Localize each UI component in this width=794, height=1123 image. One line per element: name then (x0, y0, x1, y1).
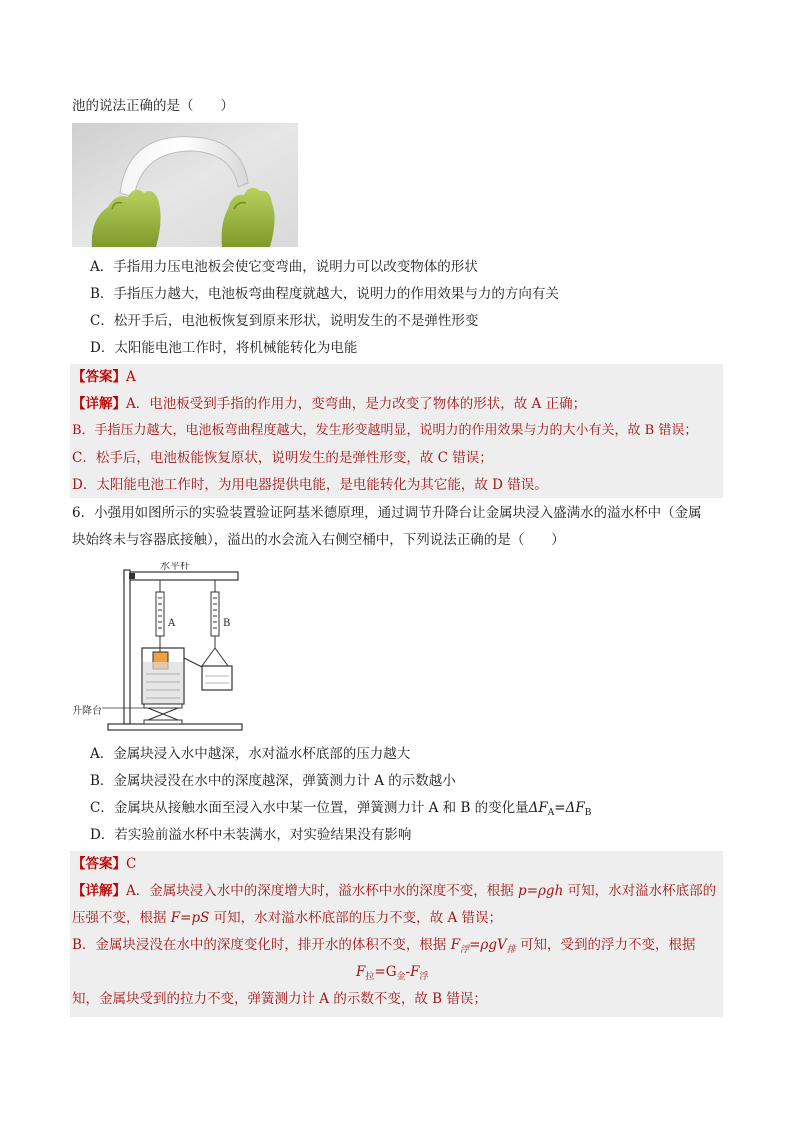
q6-detail-1b: 可知，水对溢水杯底部的 (567, 883, 717, 899)
q6-stem-line-1: 6．小强用如图所示的实验装置验证阿基米德原理，通过调节升降台让金属块浸入盛满水的溢水杯中（金属 (72, 505, 702, 521)
base-plate (108, 724, 242, 730)
q5-option-c: C．松开手后，电池板恢复到原来形状，说明发生的不是弹性形变 (90, 313, 479, 329)
bucket-handle (202, 648, 228, 666)
q6-detail-3b: 可知，受到的浮力不变，根据 (520, 937, 696, 953)
q5-detail-tag: 【详解】 (72, 396, 126, 412)
bar-label: 水平杆 (160, 562, 190, 572)
empty-bucket (202, 666, 232, 690)
q6-formula-buoyancy: $F_浮=\rho gV_排$ (450, 937, 516, 955)
q6-stem-line-2: 块始终未与容器底接触），溢出的水会流入右侧空桶中，下列说法正确的是（ ） (72, 532, 565, 548)
lift-platform-base (144, 720, 182, 724)
q6-option-d: D．若实验前溢水杯中未装满水，对实验结果没有影响 (90, 827, 412, 843)
q5-detail-text-1: A．电池板受到手指的作用力，变弯曲，是力改变了物体的形状，故 A 正确； (126, 396, 587, 412)
q6-answer (72, 854, 136, 874)
q6-option-c-formula-a: ΔF (528, 800, 548, 816)
q6-detail-tag: 【详解】 (72, 883, 126, 899)
q6-answer-tag: 【答案】 (72, 856, 126, 872)
q5-lead: 池的说法正确的是（ ） (72, 98, 234, 114)
q6-answer-value: C (126, 856, 137, 872)
q6-option-c-text: C．金属块从接触水面至浸入水中某一位置，弹簧测力计 A 和 B 的变化量 (90, 800, 529, 816)
archimedes-apparatus-figure (72, 562, 248, 740)
q5-detail-line-1 (72, 394, 586, 414)
scale-b-label: B (223, 618, 231, 629)
horizontal-bar (124, 572, 238, 580)
q6-detail-line-5: 知，金属块受到的拉力不变，弹簧测力计 A 的示数不变，故 B 错误； (72, 991, 487, 1007)
q6-detail-line-1 (72, 881, 716, 901)
q5-answer-value: A (126, 369, 136, 385)
spring-scale-a (156, 592, 164, 636)
q5-detail-line-3: C．松手后，电池板能恢复原状，说明发生的是弹性形变，故 C 错误； (72, 450, 493, 466)
q6-option-c-sub-a: A (547, 808, 555, 818)
scale-a-label: A (168, 618, 176, 629)
spring-scale-b (211, 592, 219, 636)
q6-detail-2b: 可知，水对溢水杯底部的压力不变，故 A 错误； (213, 910, 503, 926)
q5-option-b: B．手指压力越大，电池板弯曲程度就越大，说明力的作用效果与力的方向有关 (90, 286, 559, 302)
q6-detail-line-3 (72, 935, 696, 960)
q5-option-d: D．太阳能电池工作时，将机械能转化为电能 (90, 340, 358, 356)
lift-platform-top (144, 704, 182, 708)
q5-answer-tag: 【答案】 (72, 369, 126, 385)
q6-detail-3a: B．金属块浸没在水中的深度变化时，排开水的体积不变，根据 (72, 937, 447, 953)
q6-detail-line-2 (72, 908, 502, 928)
q6-option-b: B．金属块浸没在水中的深度越深，弹簧测力计 A 的示数越小 (90, 773, 456, 789)
q5-option-a: A．手指用力压电池板会使它变弯曲，说明力可以改变物体的形状 (90, 259, 478, 275)
q6-option-c-formula-b: =ΔF (554, 800, 585, 816)
q6-option-c (90, 798, 591, 823)
q6-formula-pressure: p=ρgh (518, 883, 564, 899)
q6-formula-force: F=pS (170, 910, 210, 926)
platform-label: 升降台 (72, 706, 102, 717)
q6-detail-1a: A．金属块浸入水中的深度增大时，溢水杯中水的深度不变，根据 (126, 883, 514, 899)
q6-detail-2a: 压强不变，根据 (72, 910, 167, 926)
stand-post (124, 570, 130, 724)
q5-answer (72, 367, 136, 387)
q5-detail-line-2: B．手指压力越大，电池板弯曲程度越大，发生形变越明显，说明力的作用效果与力的大小有关，故 B 错误； (72, 423, 698, 438)
q6-option-a: A．金属块浸入水中越深，水对溢水杯底部的压力越大 (90, 746, 411, 762)
clamp (129, 573, 135, 579)
solar-panel-photo (72, 123, 298, 247)
q6-option-c-sub-b: B (584, 808, 592, 818)
q5-detail-line-4: D．太阳能电池工作时，为用电器提供电能，是电能转化为其它能，故 D 错误。 (72, 477, 548, 493)
q6-formula-tension: $F_拉=G_金-F_浮$ (356, 964, 429, 982)
